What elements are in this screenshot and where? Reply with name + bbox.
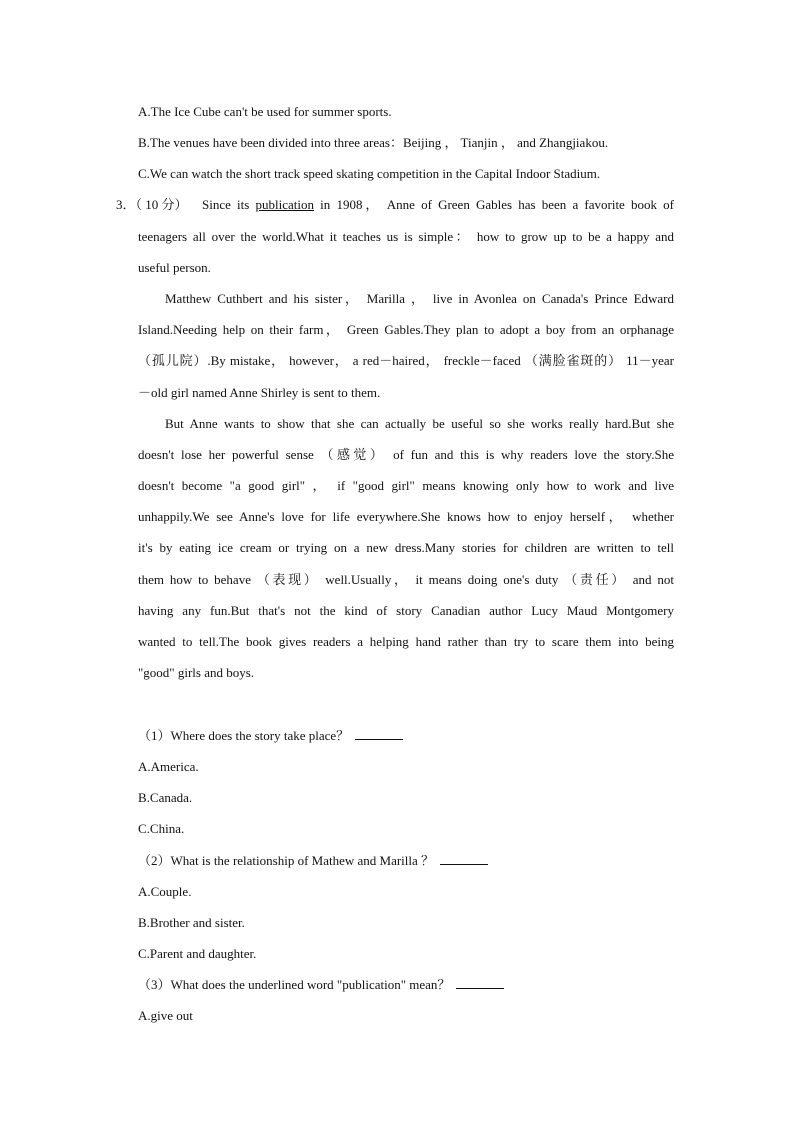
answer-blank[interactable]: [355, 728, 403, 740]
subquestion-2-option-b: B.Brother and sister.: [138, 915, 245, 930]
passage-line: wanted to tell.The book gives readers a helping hand rather than try to scare them into being: [138, 634, 674, 649]
subquestion-1-option-a: A.America.: [138, 759, 199, 774]
passage-line: －old girl named Anne Shirley is sent to them.: [138, 385, 381, 400]
subquestion-2-prompt: [138, 853, 674, 869]
passage-line: [202, 197, 674, 213]
subquestion-2-option-a: A.Couple.: [138, 884, 192, 899]
passage-line: Matthew Cuthbert and his sister， Marilla ， live in Avonlea on Canada's Prince Edward: [165, 291, 674, 306]
prev-option-a: A.The Ice Cube can't be used for summer sports.: [138, 104, 392, 119]
subquestion-1-prompt: [138, 728, 674, 744]
prompt-text: （2）What is the relationship of Mathew and Marilla ？: [138, 853, 435, 868]
prompt-text: （1）Where does the story take place？: [138, 728, 350, 743]
prompt-text: （3）What does the underlined word "publication" mean？: [138, 977, 451, 992]
subquestion-3-prompt: [138, 977, 674, 993]
answer-blank[interactable]: [440, 853, 488, 865]
passage-line: it's by eating ice cream or trying on a new dress.Many stories for children are written to tell: [138, 540, 674, 555]
subquestion-1-option-b: B.Canada.: [138, 790, 193, 805]
answer-blank[interactable]: [456, 977, 504, 989]
passage-line: them how to behave （表现） well.Usually， it means doing one's duty （责任） and not: [138, 572, 674, 587]
prev-option-c: C.We can watch the short track speed skating competition in the Capital Indoor Stadium.: [138, 166, 601, 181]
question-number-label: 3．: [116, 197, 136, 212]
passage-line: doesn't become "a good girl" ， if "good girl" means knowing only how to work and live: [138, 478, 674, 493]
subquestion-1-option-c: C.China.: [138, 821, 185, 836]
passage-line: doesn't lose her powerful sense （感觉） of fun and this is why readers love the story.She: [138, 447, 674, 462]
question-points: （ 10 分）: [135, 197, 188, 212]
passage-text: in 1908， Anne of Green Gables has been a favorite book of: [314, 197, 674, 212]
underlined-word: publication: [255, 197, 315, 212]
passage-line: （孤儿院）.By mistake， however， a red－haired， freckle－faced （满脸雀斑的） 11－year: [138, 353, 674, 368]
question-number: [116, 197, 188, 213]
passage-line: But Anne wants to show that she can actually be useful so she works really hard.But she: [165, 416, 674, 431]
passage-line: teenagers all over the world.What it teaches us is simple： how to grow up to be a happy and: [138, 229, 674, 244]
passage-line: useful person.: [138, 260, 211, 275]
subquestion-3-option-a: A.give out: [138, 1008, 193, 1023]
passage-line: Island.Needing help on their farm， Green Gables.They plan to adopt a boy from an orphanage: [138, 322, 674, 337]
passage-line: having any fun.But that's not the kind of story Canadian author Lucy Maud Montgomery: [138, 603, 674, 618]
prev-option-b: B.The venues have been divided into three areas：Beijing ， Tianjin ， and Zhangjiakou.: [138, 135, 609, 150]
passage-line: "good" girls and boys.: [138, 665, 255, 680]
passage-line: unhappily.We see Anne's love for life everywhere.She knows how to enjoy herself， whether: [138, 509, 674, 524]
subquestion-2-option-c: C.Parent and daughter.: [138, 946, 257, 961]
passage-text: Since its: [202, 197, 256, 212]
